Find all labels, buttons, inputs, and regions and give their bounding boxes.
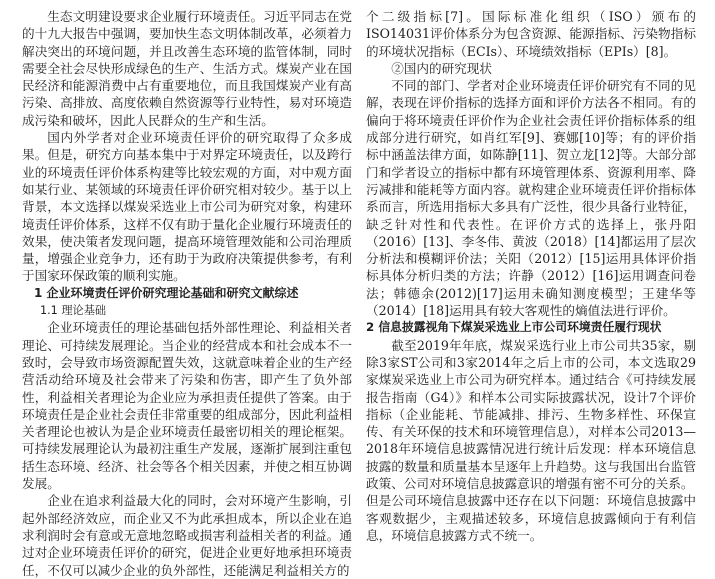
right-column (366, 8, 696, 544)
domestic-research-subheading: ②国内的研究现状 (391, 60, 492, 76)
paragraph-domestic-research: 不同的部门、学者对企业环境责任评价研究有不同的见解，表现在评价指标的选择方面和评价方法各不相同。有的偏向于将环境责任评价作为企业社会责任评价指标体系的组成部分进行研究，如肖红军[9]、赛娜[10]等；有的评价指标中涵盖法律方面，如陈静[11]、贺立龙[12]等。大部分部门和学者设立的指标中都有环境管理体系、资源利用率、降污减排和能耗等方面内容。就构建企业环境责任评价指标体系而言，所选用指标大多具有广泛性，很少具备行业特征，缺乏针对性和代表性。在评价方式的选择上，张丹阳（2016）[13]、李冬伟、黄波（2018）[14]都运用了层次分析法和模糊评价法；关阳（2012）[15]运用具体评价指标具体分析归类的方法；许静（2012）[16]运用调查问卷法；韩德余(2012)[17]运用未确知测度模型；王建华等（2014）[18]运用具有较大客观性的熵值法进行评价。 (366, 78, 696, 319)
paragraph-iso-indicators: 个二级指标[7]。国际标准化组织（ISO）颁布的ISO14031评价体系分为包含资源、能源指标、污染物指标的环境状况指标（ECIs）、环境绩效指标（EPIs）[8]。 (366, 9, 696, 59)
section-2-heading: 2 信息披露视角下煤炭采选业上市公司环境责任履行现状 (366, 320, 662, 335)
paragraph-research-background: 国内外学者对企业环境责任评价的研究取得了众多成果。但是，研究方向基本集中于对界定环境责任，以及跨行业的环境责任评价体系构建等比较宏观的方面，对中观方面如某行业、某领域的环境责任评价研究相对较少。基于以上背景，本文选择以煤炭采选业上市公司为研究对象，构建环境责任评价体系，这样不仅有助于量化企业履行环境责任的效果，使决策者发现问题，提高环境管理效能和公司治理质量，增强企业竞争力，还有助于为政府决策提供参考，有利于国家环保政策的顺利实施。 (22, 130, 352, 284)
paragraph-profit-maximization: 企业在追求利益最大化的同时，会对环境产生影响，引起外部经济效应，而企业又不为此承担成本，所以企业在追求利润时会有意或无意地忽略或损害利益相关者的利益。通过对企业环境责任评价的研究，促进企业更好地承担环境责任，不仅可以减少企业的负外部性，还能满足利益相关方的 (22, 493, 352, 578)
paragraph-sample-statistics: 截至2019年年底，煤炭采选行业上市公司共35家，剔除3家ST公司和3家2014年之后上市的公司，本文选取29家煤炭采选业上市公司为研究样本。通过结合《可持续发展报告指南（G4）》和样本公司实际披露状况，设计7个评价指标（企业能耗、节能减排、排污、生物多样性、环保宣传、有关环保的技术和环境管理信息），对样本公司2013—2018年环境信息披露情况进行统计后发现：样本环境信息披露的数量和质量基本呈逐年上升趋势。这与我国出台监管政策、公司对环境信息披露意识的增强有密不可分的关系。 (366, 337, 696, 492)
paragraph-disclosure-problems: 但是公司环境信息披露中还存在以下问题：环境信息披露中客观数据少，主观描述较多，环境信息披露倾向于有利信息，环境信息披露方式不统一。 (366, 493, 696, 543)
paragraph-theoretical-basis: 企业环境责任的理论基础包括外部性理论、利益相关者理论、可持续发展理论。当企业的经营成本和社会成本不一致时，会导致市场资源配置失效，这就意味着企业的生产经营活动给环境及社会带来了污染和伤害，即产生了负外部性，利益相关者理论为企业应为承担责任提供了答案。由于环境责任是企业社会责任非常重要的组成部分，因此利益相关者理论也被认为是企业环境责任最密切相关的理论框架。可持续发展理论认为最初注重生产发展，逐渐扩展到注重包括生态环境、经济、社会等各个相关因素，并使之相互协调发展。 (22, 320, 352, 492)
section-1-1-heading: 1.1 理论基础 (40, 304, 107, 318)
left-column (22, 8, 352, 579)
section-1-heading: 1 企业环境责任评价研究理论基础和研究文献综述 (34, 285, 299, 300)
paragraph-ecological-civilization: 生态文明建设要求企业履行环境责任。习近平同志在党的十九大报告中强调，要加快生态文明体制改革，必须着力解决突出的环境问题，并且改善生态环境的监管体制，同时需要全社会尽快形成绿色的生产、生活方式。煤炭产业在国民经济和能源消费中占有重要地位，而且我国煤炭产业有高污染、高排放、高度依赖自然资源等行业特性，易对环境造成污染和破坏，因此人民群众的生产和生活。 (22, 9, 352, 128)
